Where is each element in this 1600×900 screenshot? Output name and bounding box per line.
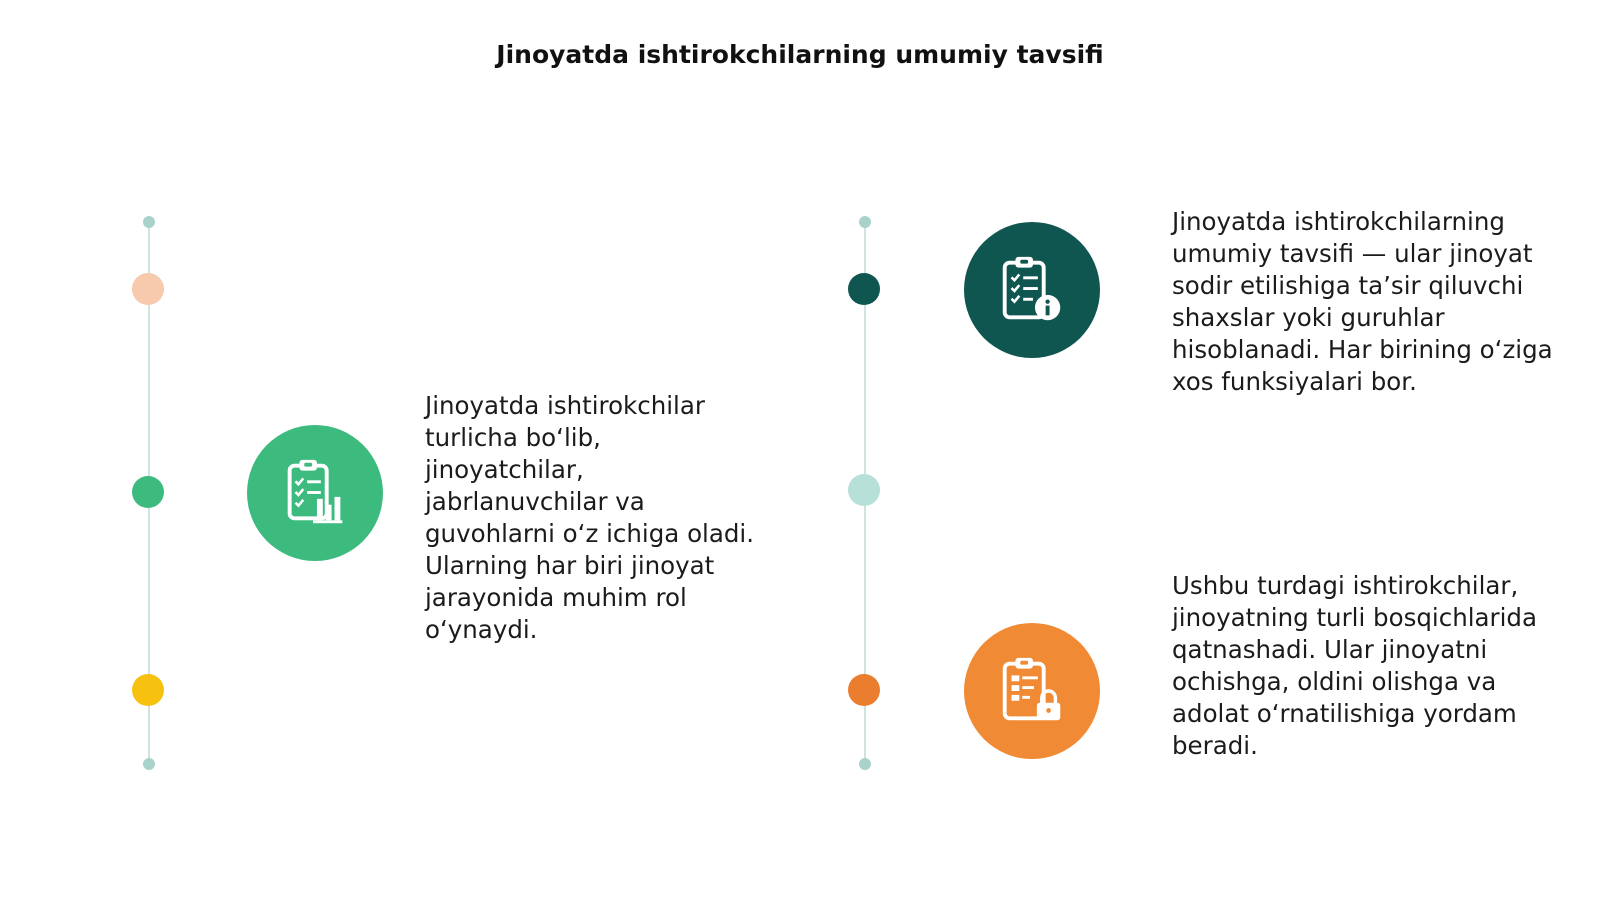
right-timeline-dot-orange xyxy=(848,674,880,706)
left-timeline-dot-yellow xyxy=(132,674,164,706)
item-3-text: Ushbu turdagi ishtirokchilar, jinoyatning turli bosqichlarida qatnashadi. Ular jinoyatni ochishga, oldini olishga va adolat o‘rnatilishiga yordam beradi. xyxy=(1172,571,1537,760)
page-title: Jinoyatda ishtirokchilarning umumiy tavsifi xyxy=(496,40,1104,69)
clipboard-chart-icon xyxy=(276,454,354,532)
left-timeline-start-dot xyxy=(143,216,155,228)
item-3-icon-circle xyxy=(964,623,1100,759)
left-timeline-dot-green xyxy=(132,476,164,508)
right-timeline-end-dot xyxy=(859,758,871,770)
left-timeline-dot-peach xyxy=(132,273,164,305)
right-timeline-start-dot xyxy=(859,216,871,228)
right-timeline-dot-dark-teal xyxy=(848,273,880,305)
item-2-text: Jinoyatda ishtirokchilarning umumiy tavsifi — ular jinoyat sodir etilishiga ta’sir qiluvchi shaxslar yoki guruhlar hisoblanadi. Har birining o‘ziga xos funksiyalari bor. xyxy=(1172,207,1553,396)
clipboard-lock-icon xyxy=(993,652,1071,730)
left-timeline-end-dot xyxy=(143,758,155,770)
right-timeline-dot-light-teal xyxy=(848,474,880,506)
clipboard-info-icon xyxy=(993,251,1071,329)
item-1-icon-circle xyxy=(247,425,383,561)
item-2-icon-circle xyxy=(964,222,1100,358)
item-1-text: Jinoyatda ishtirokchilar turlicha bo‘lib, jinoyatchilar, jabrlanuvchilar va guvohlarni o‘z ichiga oladi. Ularning har biri jinoyat jarayonida muhim rol o‘ynaydi. xyxy=(425,391,755,644)
